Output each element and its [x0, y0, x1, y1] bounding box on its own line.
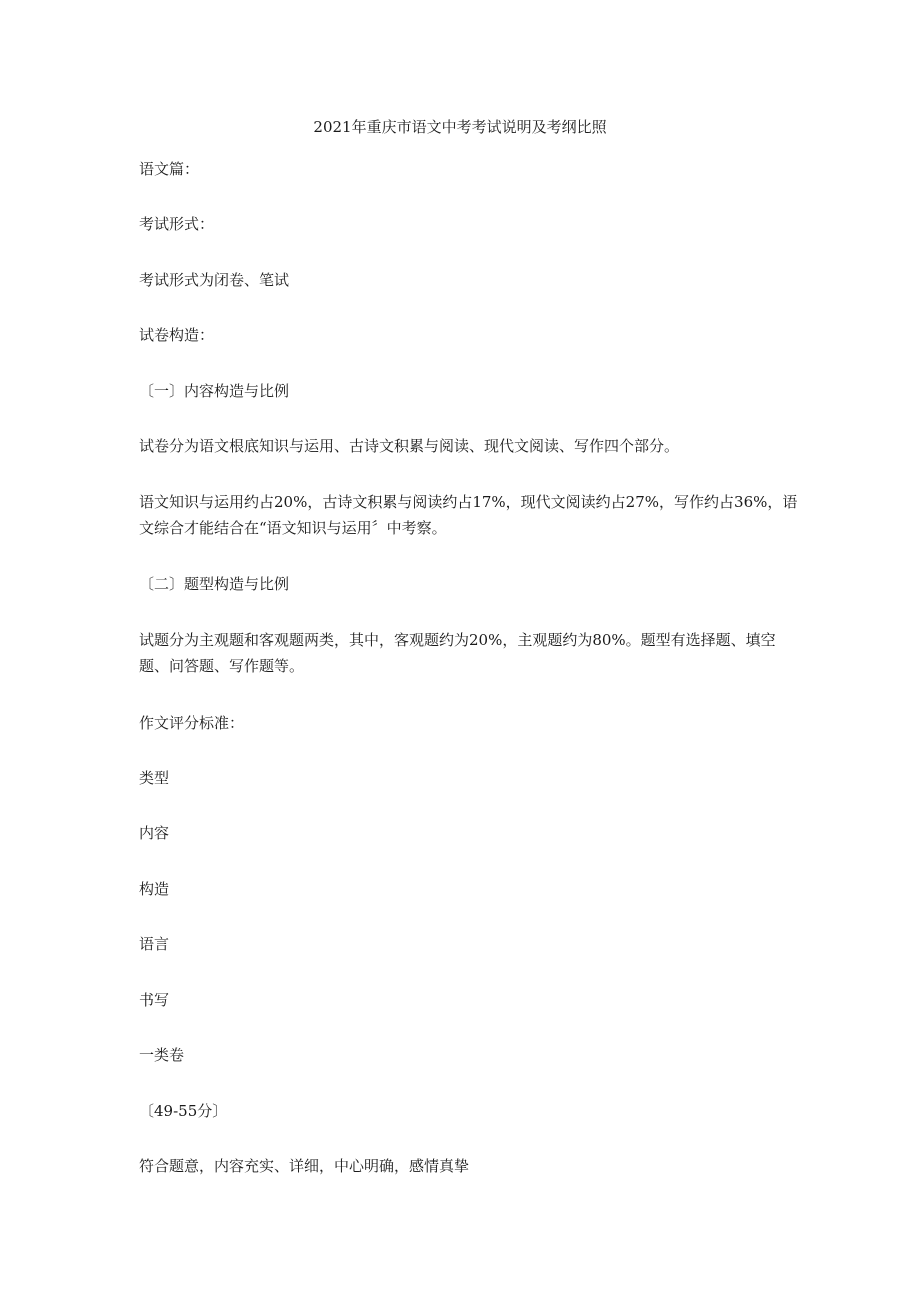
question-types-text: 试题分为主观题和客观题两类，其中，客观题约为20%，主观题约为80%。题型有选择题、填空题、问答题、写作题等。: [139, 631, 776, 675]
grade-description: 符合题意，内容充实、详细，中心明确，感情真挚: [139, 1157, 470, 1175]
exam-form-text: 考试形式为闭卷、笔试: [139, 271, 290, 289]
heading-essay-criteria: 作文评分标准：: [139, 714, 245, 732]
section-heading-chinese: 语文篇：: [139, 160, 200, 178]
heading-paper-structure: 试卷构造：: [139, 326, 215, 344]
criteria-type: 类型: [139, 769, 170, 787]
document-title: 2021年重庆市语文中考考试说明及考纲比照: [313, 118, 607, 136]
criteria-language: 语言: [139, 935, 170, 953]
heading-exam-form: 考试形式：: [139, 215, 215, 233]
grade-score-range: 〔49-55分〕: [139, 1102, 228, 1120]
subheading-question-types: 〔二〕题型构造与比例: [139, 575, 290, 593]
criteria-content: 内容: [139, 824, 170, 842]
proportion-text: 语文知识与运用约占20%，古诗文积累与阅读约占17%，现代文阅读约占27%，写作约占36%，语文综合才能结合在“语文知识与运用〞中考察。: [139, 493, 798, 537]
subheading-content-structure: 〔一〕内容构造与比例: [139, 382, 290, 400]
paper-parts-text: 试卷分为语文根底知识与运用、古诗文积累与阅读、现代文阅读、写作四个部分。: [139, 437, 680, 455]
criteria-structure: 构造: [139, 880, 170, 898]
criteria-writing: 书写: [139, 991, 170, 1009]
grade-class-one: 一类卷: [139, 1046, 185, 1064]
